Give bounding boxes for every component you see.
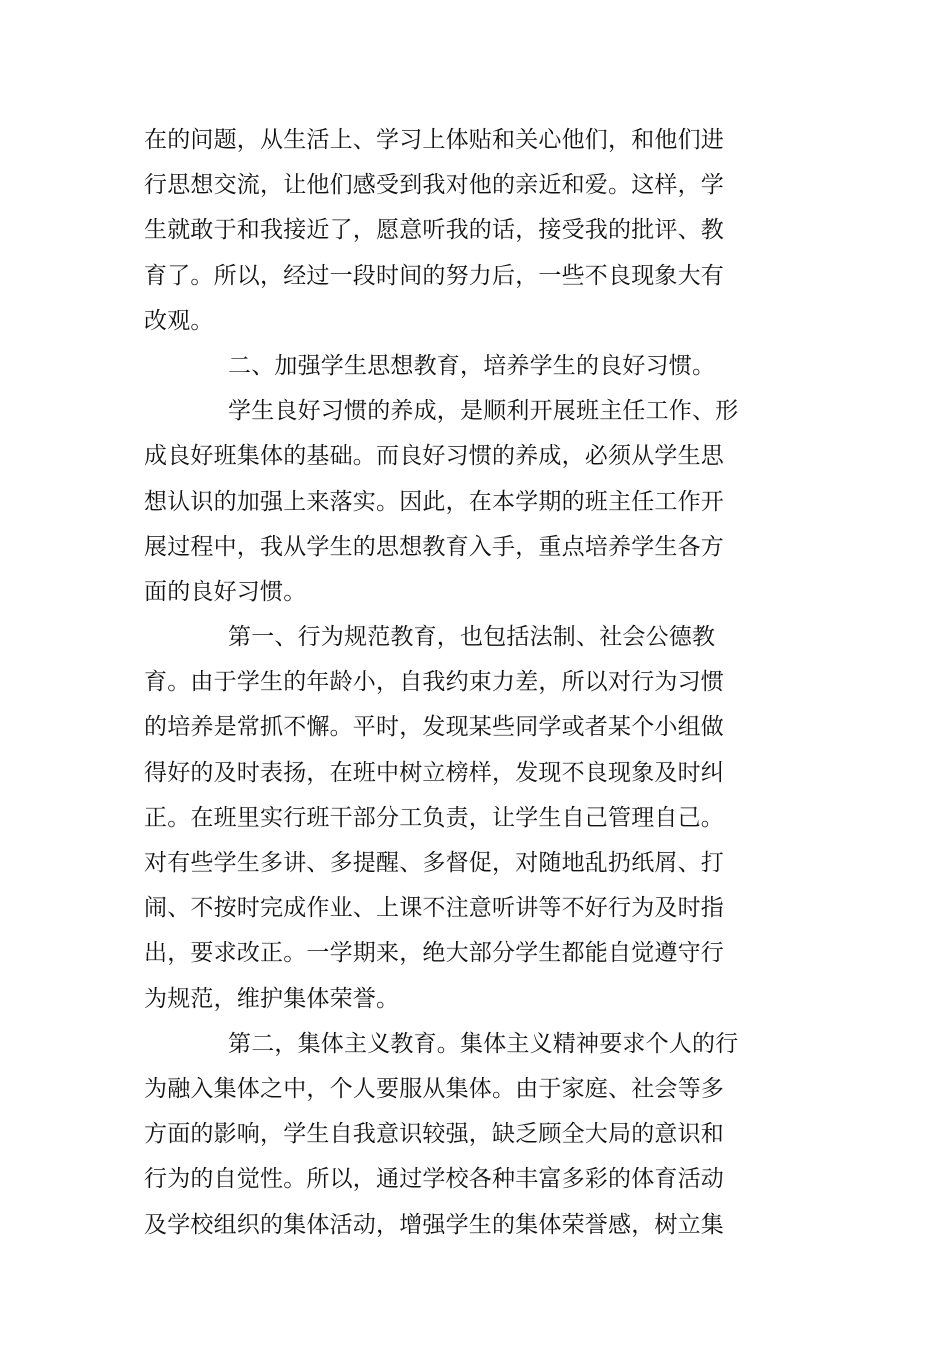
text-line: 生就敢于和我接近了，愿意听我的话，接受我的批评、教	[144, 217, 724, 244]
text-line: 的培养是常抓不懈。平时，发现某些同学或者某个小组做	[144, 714, 724, 741]
text-line: 展过程中，我从学生的思想教育入手，重点培养学生各方	[144, 533, 724, 560]
text-line: 育。由于学生的年龄小，自我约束力差，所以对行为习惯	[144, 669, 724, 696]
text-line: 第二，集体主义教育。集体主义精神要求个人的行	[228, 1030, 739, 1057]
text-line: 行思想交流，让他们感受到我对他的亲近和爱。这样，学	[144, 172, 724, 199]
text-line: 想认识的加强上来落实。因此，在本学期的班主任工作开	[144, 488, 724, 515]
text-line: 得好的及时表扬，在班中树立榜样，发现不良现象及时纠	[144, 759, 724, 786]
text-line: 育了。所以，经过一段时间的努力后，一些不良现象大有	[144, 262, 724, 289]
text-line: 第一、行为规范教育，也包括法制、社会公德教	[228, 624, 716, 651]
section-heading: 二、加强学生思想教育，培养学生的良好习惯。	[228, 352, 716, 379]
document-page	[144, 118, 744, 1248]
text-line: 方面的影响，学生自我意识较强，缺乏顾全大局的意识和	[144, 1121, 724, 1148]
text-line: 行为的自觉性。所以，通过学校各种丰富多彩的体育活动	[144, 1166, 724, 1193]
text-line: 成良好班集体的基础。而良好习惯的养成，必须从学生思	[144, 443, 724, 470]
text-line: 在的问题，从生活上、学习上体贴和关心他们，和他们进	[144, 127, 724, 153]
text-line: 学生良好习惯的养成，是顺利开展班主任工作、形	[228, 398, 739, 425]
text-line: 正。在班里实行班干部分工负责，让学生自己管理自己。	[144, 804, 724, 831]
text-line: 为规范，维护集体荣誉。	[144, 985, 400, 1012]
text-line: 面的良好习惯。	[144, 578, 307, 605]
text-line: 为融入集体之中，个人要服从集体。由于家庭、社会等多	[144, 1075, 724, 1102]
text-line: 闹、不按时完成作业、上课不注意听讲等不好行为及时指	[144, 895, 724, 922]
text-line: 及学校组织的集体活动，增强学生的集体荣誉感，树立集	[144, 1211, 724, 1238]
text-line: 对有些学生多讲、多提醒、多督促，对随地乱扔纸屑、打	[144, 850, 724, 876]
text-line: 改观。	[144, 307, 214, 334]
text-line: 出，要求改正。一学期来，绝大部分学生都能自觉遵守行	[144, 940, 724, 967]
